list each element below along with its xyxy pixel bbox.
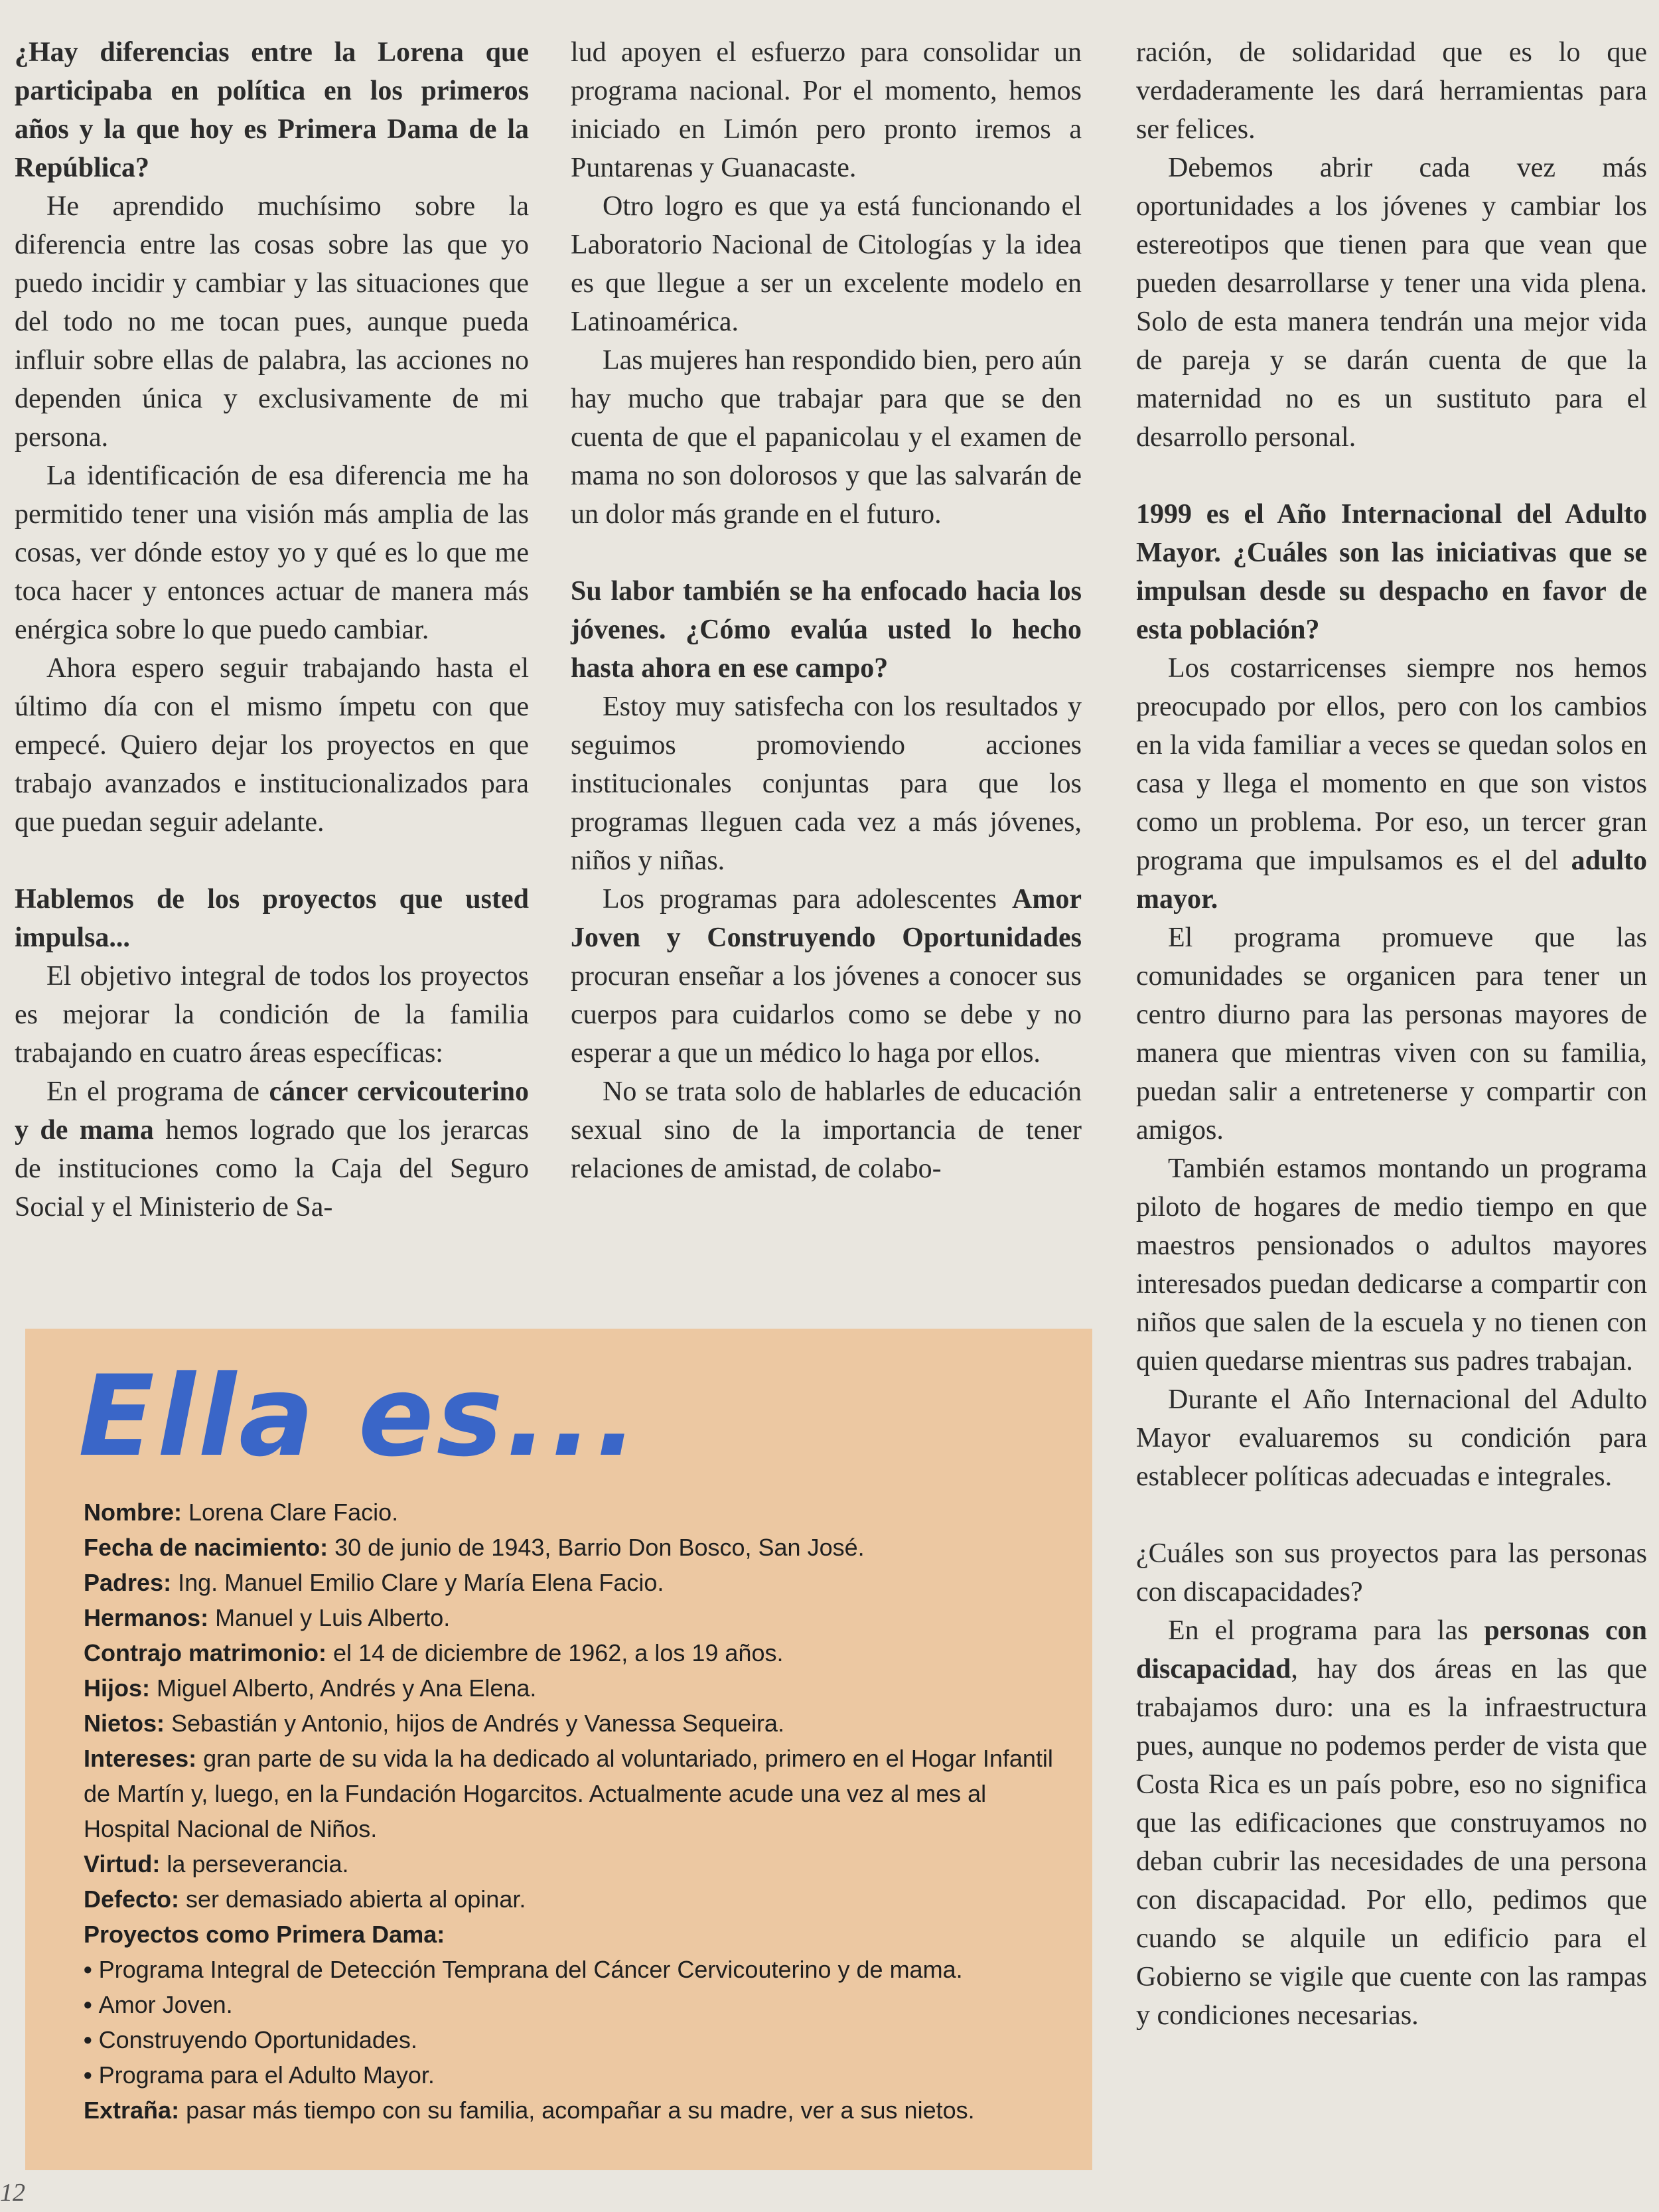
profile-value: Ing. Manuel Emilio Clare y María Elena Facio. [171,1569,664,1596]
profile-label: Fecha de nacimiento: [84,1534,328,1561]
text-run: En el programa de [46,1076,269,1107]
answer-paragraph [15,1072,529,1226]
profile-label: Defecto: [84,1885,180,1913]
profile-value: Lorena Clare Facio. [182,1499,399,1526]
profile-label: Extraña: [84,2097,180,2124]
list-item: • Construyendo Oportunidades. [84,2022,1079,2057]
question-4: 1999 es el Año Internacional del Adulto Mayor. ¿Cuáles son las iniciativas que se impulsan desde su despacho en favor de esta población? [1136,499,1647,645]
profile-value: Manuel y Luis Alberto. [208,1604,451,1631]
answer-paragraph: No se trata solo de hablarles de educación sexual sino de la importancia de tener relaciones de amistad, de colabo- [571,1076,1082,1184]
profile-row-defect [84,1881,1079,1917]
profile-label: Intereses: [84,1745,197,1772]
article-column-2 [571,33,1082,1188]
answer-paragraph: El programa promueve que las comunidades se organicen para tener un centro diurno para las personas mayores de manera que mientras viven con su familia, puedan salir a entretenerse y compartir con amigos. [1136,922,1647,1145]
profile-row-misses [84,2093,1079,2128]
answer-paragraph: Otro logro es que ya está funcionando el Laboratorio Nacional de Citologías y la idea es que llegue a ser un excelente modelo en Latinoamérica. [571,191,1082,337]
list-item: • Programa Integral de Detección Temprana del Cáncer Cervicouterino y de mama. [84,1952,1079,1987]
answer-paragraph: Ahora espero seguir trabajando hasta el último día con el mismo ímpetu con que empecé. Quiero dejar los proyectos en que trabajo avanzados e institucionalizados para que puedan seguir adelante. [15,653,529,838]
answer-paragraph: Debemos abrir cada vez más oportunidades a los jóvenes y cambiar los estereotipos que tienen para que vean que pueden desarrollarse y tener una vida plena. Solo de esta manera tendrán una mejor vida de pareja y se darán cuenta de que la maternidad no es un sustituto para el desarrollo personal. [1136,153,1647,453]
profile-row-interests [84,1741,1079,1846]
bold-term: personas con discapacidad [1136,1615,1647,1684]
profile-label: Nietos: [84,1710,165,1737]
answer-paragraph: Durante el Año Internacional del Adulto Mayor evaluaremos su condición para establecer políticas adecuadas e integrales. [1136,1384,1647,1492]
question-1: ¿Hay diferencias entre la Lorena que participaba en política en los primeros años y la que hoy es Primera Dama de la República? [15,37,529,183]
answer-paragraph: Las mujeres han respondido bien, pero aún hay mucho que trabajar para que se den cuenta de que el papanicolau y el examen de mama no son dolorosos y que las salvarán de un dolor más grande en el futuro. [571,345,1082,530]
bold-term: Amor Joven y Construyendo Oportunidades [571,884,1082,953]
profile-row-virtue [84,1846,1079,1881]
profile-value: el 14 de diciembre de 1962, a los 19 años. [326,1639,784,1666]
profile-value: la perseverancia. [160,1850,349,1878]
profile-label: Contrajo matrimonio: [84,1639,326,1666]
profile-label: Hermanos: [84,1604,209,1631]
profile-label: Padres: [84,1569,172,1596]
page-number: 12 [0,2179,25,2207]
question-3: Su labor también se ha enfocado hacia los jóvenes. ¿Cómo evalúa usted lo hecho hasta ahora en ese campo? [571,576,1082,684]
projects-list [84,1952,1079,2093]
profile-row-parents [84,1565,1079,1600]
profile-row-birth [84,1530,1079,1565]
answer-paragraph: Estoy muy satisfecha con los resultados y seguimos promoviendo acciones institucionales conjuntas para que los programas lleguen cada vez a más jóvenes, niños y niñas. [571,692,1082,876]
answer-paragraph [571,880,1082,1072]
profile-label: Hijos: [84,1674,151,1702]
answer-paragraph: El objetivo integral de todos los proyectos es mejorar la condición de la familia trabajando en cuatro áreas específicas: [15,961,529,1069]
text-run: , hay dos áreas en las que trabajamos duro: una es la infraestructura pues, aunque no podemos perder de vista que Costa Rica es un país pobre, eso no significa que las edificaciones que construyamos no deban cubrir las necesidades de una persona con discapacidad. Por ello, pedimos que cuando se alquile un edificio para el Gobierno se vigile que cuente con las rampas y condiciones necesarias. [1136,1654,1647,2031]
profile-value: 30 de junio de 1943, Barrio Don Bosco, San José. [328,1534,865,1561]
list-item: • Programa para el Adulto Mayor. [84,2057,1079,2093]
question-2: Hablemos de los proyectos que usted impulsa... [15,884,529,953]
answer-paragraph: lud apoyen el esfuerzo para consolidar un programa nacional. Por el momento, hemos iniciado en Limón pero pronto iremos a Puntarenas y Guanacaste. [571,37,1082,183]
profile-box [25,1329,1092,2170]
article-column-1 [15,33,529,1226]
profile-value: Miguel Alberto, Andrés y Ana Elena. [150,1674,537,1702]
answer-paragraph: También estamos montando un programa piloto de hogares de medio tiempo en que maestros pensionados o adultos mayores interesados puedan dedicarse a compartir con niños que salen de la escuela y no tienen con quien quedarse mientras sus padres trabajan. [1136,1153,1647,1376]
profile-value: gran parte de su vida la ha dedicado al voluntariado, primero en el Hogar Infantil de Martín y, luego, en la Fundación Hogarcitos. Actualmente acude una vez al mes al Hospital Nacional de Niños. [84,1745,1053,1842]
profile-box-title: Ella es... [78,1351,641,1481]
answer-paragraph: He aprendido muchísimo sobre la diferencia entre las cosas sobre las que yo puedo incidir y cambiar y las situaciones que del todo no me tocan pues, aunque pueda influir sobre ellas de palabra, las acciones no dependen única y exclusivamente de mi persona. [15,191,529,453]
question-5: ¿Cuáles son sus proyectos para las personas con discapacidades? [1136,1538,1647,1607]
article-column-3 [1136,33,1647,2035]
text-run: procuran enseñar a los jóvenes a conocer sus cuerpos para cuidarlos como se debe y no esperar a que un médico lo haga por ellos. [571,961,1082,1069]
bold-term: adulto mayor. [1136,846,1647,915]
text-run: En el programa para las [1168,1615,1484,1646]
text-run: hemos logrado que los jerarcas de instituciones como la Caja del Seguro Social y el Ministerio de Sa- [15,1115,529,1222]
profile-label: Virtud: [84,1850,161,1878]
answer-paragraph: La identificación de esa diferencia me ha permitido tener una visión más amplia de las cosas, ver dónde estoy yo y qué es lo que me toca hacer y entonces actuar de manera más enérgica sobre lo que puedo cambiar. [15,461,529,645]
projects-label: Proyectos como Primera Dama: [84,1921,445,1948]
profile-value: pasar más tiempo con su familia, acompañar a su madre, ver a sus nietos. [179,2097,975,2124]
profile-label: Nombre: [84,1499,182,1526]
answer-paragraph [1136,1611,1647,2035]
profile-row-name [84,1495,1079,1530]
text-run: Los costarricenses siempre nos hemos preocupado por ellos, pero con los cambios en la vida familiar a veces se quedan solos en casa y llega el momento en que son vistos como un problema. Por eso, un tercer gran programa que impulsamos es el del [1136,653,1647,876]
answer-paragraph [1136,649,1647,919]
profile-box-body [84,1495,1079,2128]
profile-value: ser demasiado abierta al opinar. [179,1885,526,1913]
text-run: Los programas para adolescentes [603,884,1013,915]
list-item: • Amor Joven. [84,1987,1079,2022]
profile-row-siblings [84,1600,1079,1635]
profile-value: Sebastián y Antonio, hijos de Andrés y Vanessa Sequeira. [165,1710,784,1737]
answer-paragraph: ración, de solidaridad que es lo que verdaderamente les dará herramientas para ser felices. [1136,37,1647,145]
profile-row-children [84,1670,1079,1706]
profile-row-grandchildren [84,1706,1079,1741]
profile-row-marriage [84,1635,1079,1670]
bold-term: cáncer cervicouterino y de mama [15,1076,529,1145]
